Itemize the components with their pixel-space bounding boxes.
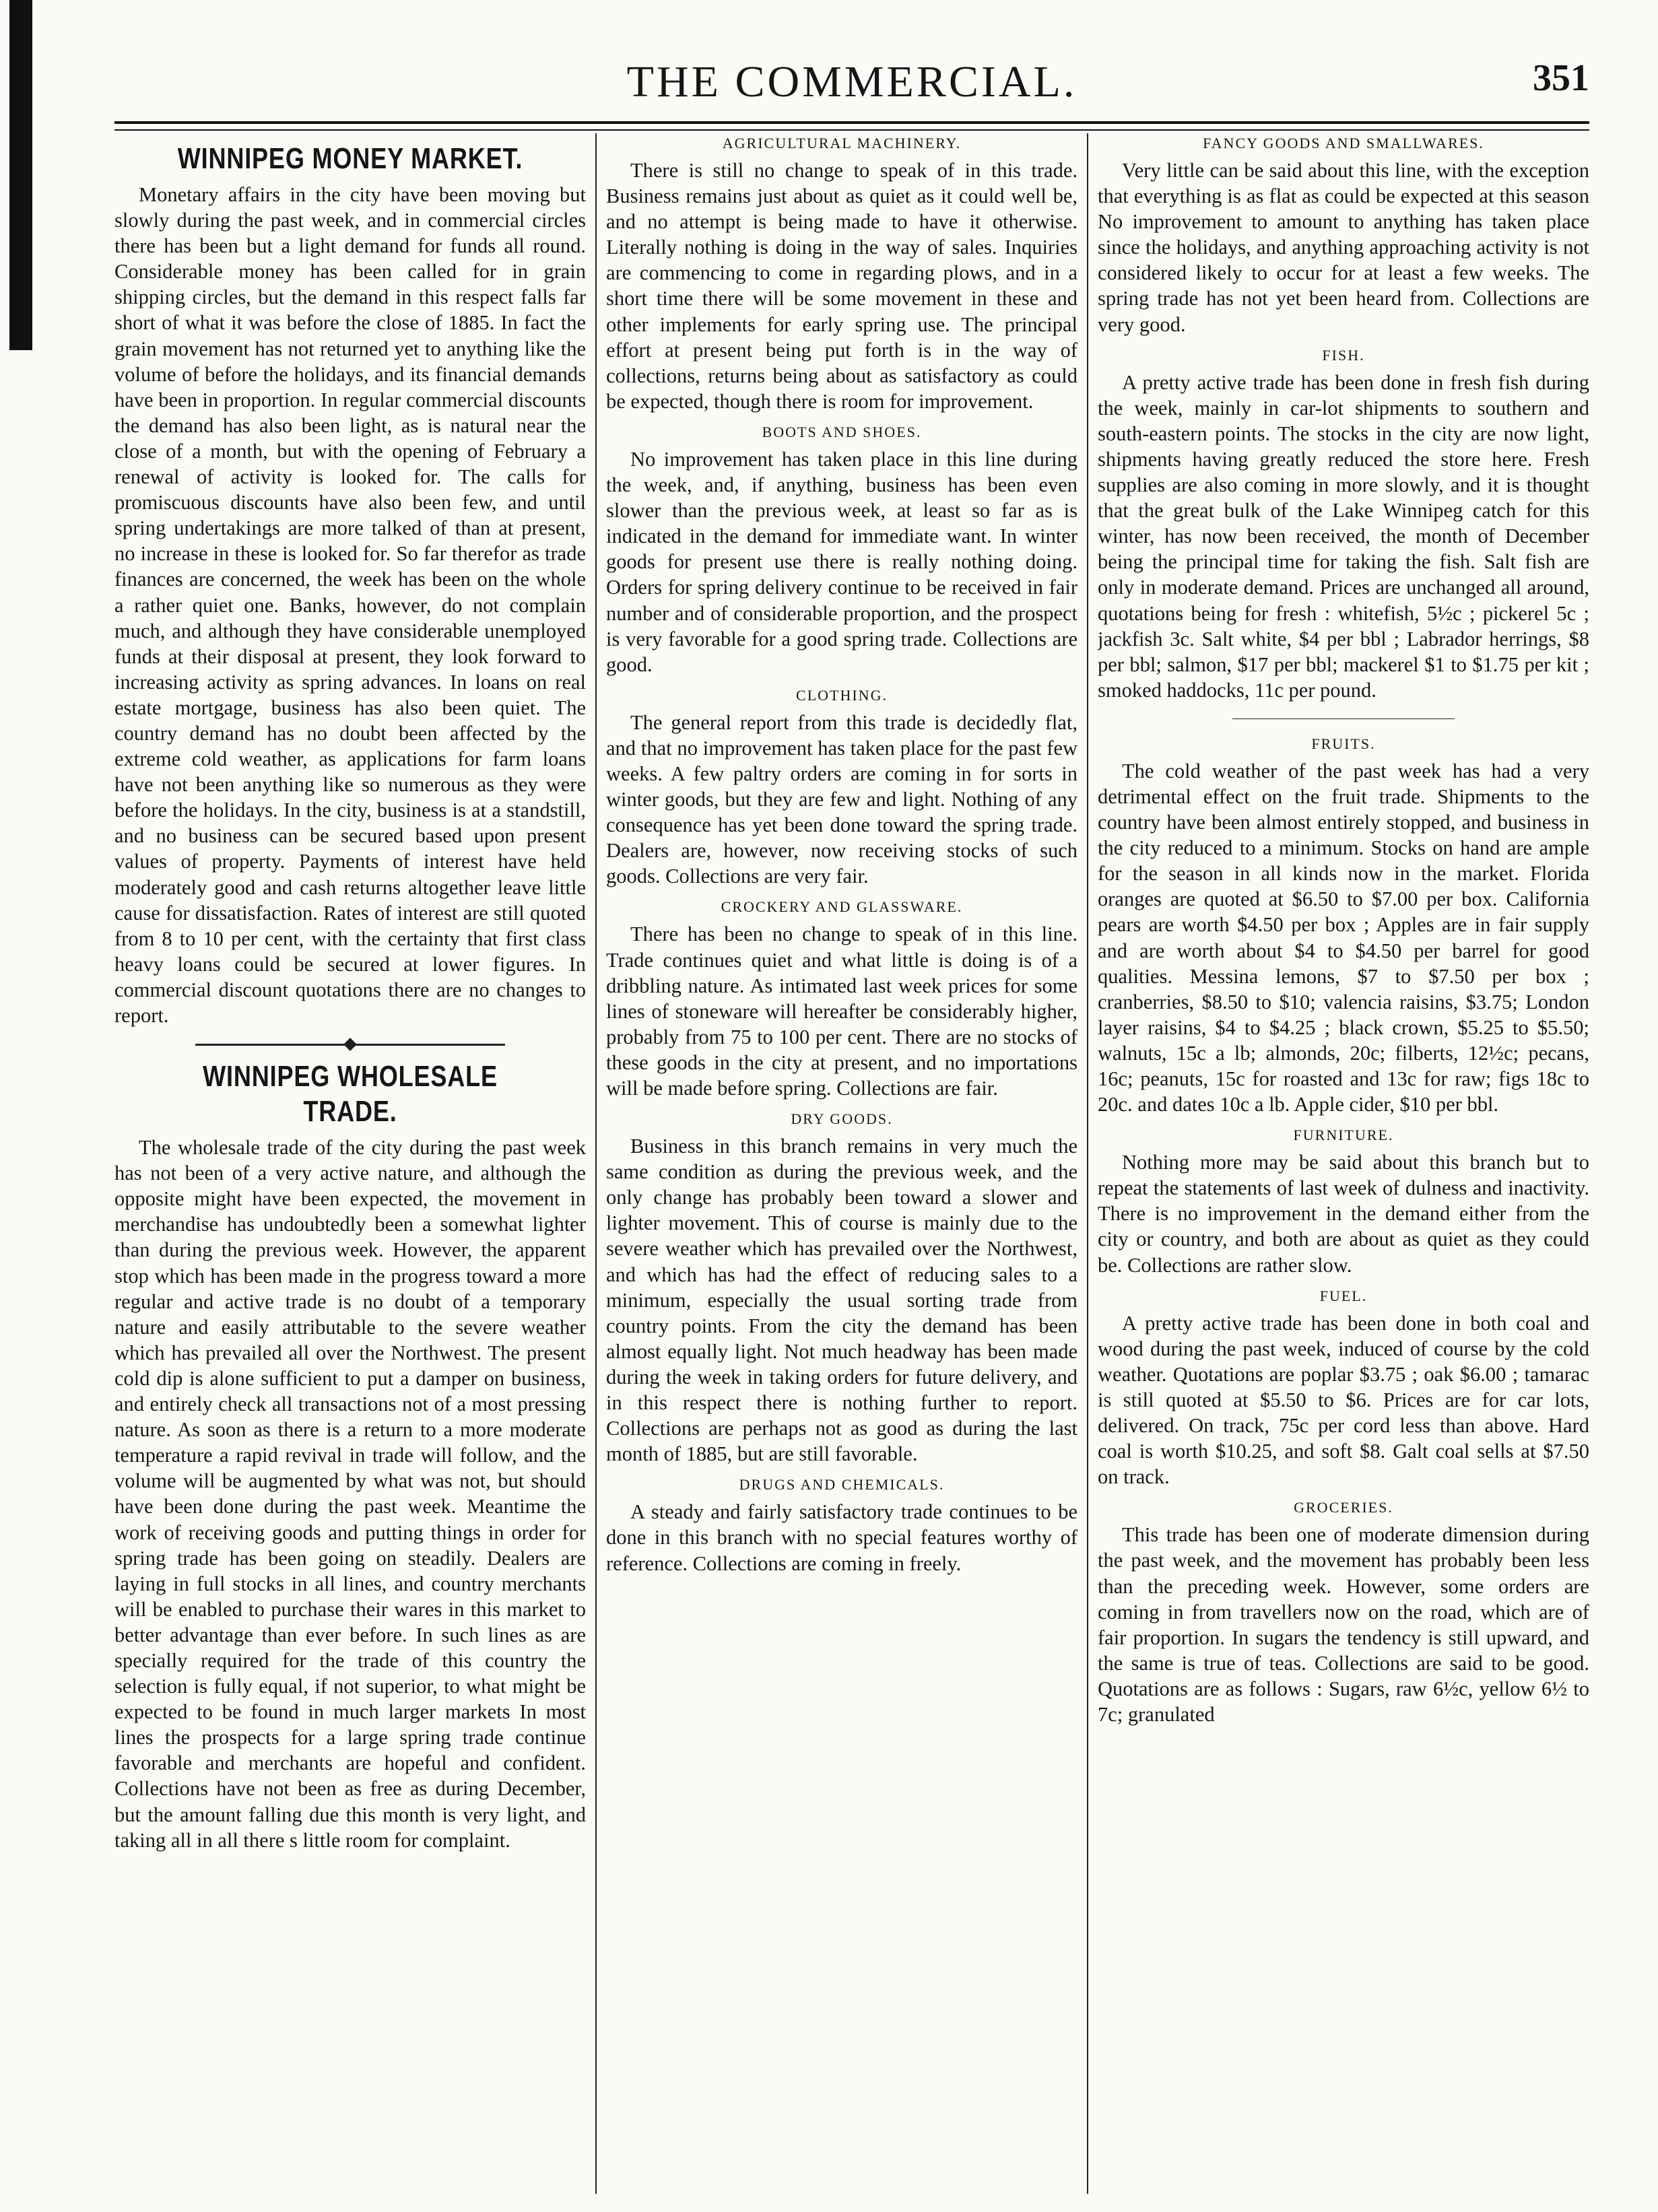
fish-heading: FISH. — [1322, 346, 1365, 364]
header-rule — [114, 121, 1589, 131]
fancy-goods-text: Very little can be said about this line, with the exception that everything is as flat as could be expected at this season No improvement to amount to anything has taken place since the holidays, and anything approaching activity is not considered likely to occur for at least a few weeks. The spring trade has not yet been heard from. Collections are very good. — [1098, 159, 1589, 336]
column-1 — [114, 133, 586, 2194]
section-separator — [1098, 712, 1589, 726]
crockery-glassware-heading: CROCKERY AND GLASSWARE. — [721, 898, 963, 916]
dry-goods-heading: DRY GOODS. — [791, 1110, 893, 1128]
fuel-text: A pretty active trade has been done in both coal and wood during the past week, induced of course by the cold weather. Quotations are poplar $3.75 ; oak $6.00 ; tamarac is still quoted at $5.50 to $6. Prices are for car lots, delivered. On track, 75c per cord less than above. Hard coal is worth $10.25, and soft $8. Galt coal sells at $7.50 on track. — [1098, 1311, 1589, 1489]
groceries-heading: GROCERIES. — [1294, 1499, 1393, 1516]
agricultural-machinery-text: There is still no change to speak of in this trade. Business remains just about as quiet as it could well be, and no attempt is being made to have it otherwise. Literally nothing is doing in the way of sales. Inquiries are commencing to come in regarding plows, and in a short time there will be some movement in these and other implements for early spring use. The principal effort at present being put forth is in the way of collections, returns being about as satisfactory as could be expected, though there is room for improvement. — [606, 159, 1077, 413]
column-3 — [1098, 133, 1589, 2194]
column-divider — [595, 133, 597, 2194]
drugs-chemicals-text: A steady and fairly satisfactory trade continues to be done in this branch with no special features worthy of reference. Collections are coming in freely. — [606, 1500, 1077, 1575]
fish-text: A pretty active trade has been done in fresh fish during the week, mainly in car-lot shipments to southern and south-eastern points. The stocks in the city are now light, shipments having greatly reduced the store here. Fresh supplies are also coming in more slowly, and it is thought that the great bulk of the Lake Winnipeg catch for this winter, has now been received, the month of December being the principal time for taking the fish. Salt fish are only in moderate demand. Prices are unchanged all around, quotations being for fresh : whitefish, 5½c ; pickerel 5c ; jackfish 3c. Salt white, $4 per bbl ; Labrador herrings, $8 per bbl; salmon, $17 per bbl; mackerel $1 to $1.75 per kit ; smoked haddocks, 11c per pound. — [1098, 370, 1589, 702]
wholesale-trade-intro: The wholesale trade of the city during the past week has not been of a very active nature, and although the opposite might have been expected, the movement in merchandise has undoubtedly been a somewhat lighter than during the previous week. However, the apparent stop which has been made in the progress toward a more regular and active trade is no doubt of a temporary nature and easily attributable to the severe weather which has prevailed all over the Northwest. The present cold dip is alone sufficient to put a damper on business, and entirely check all transactions not of a most pressing nature. As soon as there is a return to a more moderate temperature a rapid revival in trade will follow, and the volume will be augmented by what was not, but should have been done during the past week. Meantime the work of receiving goods and putting things in order for spring trade has been going on steadily. Dealers are laying in full stocks in all lines, and country merchants will be enabled to purchase their wares in this market to better advantage than ever before. In such lines as are specially required for the trade of this country the selection is fully equal, if not superior, to what might be expected to be found in much larger markets In most lines the prospects for a large spring trade continue favorable and merchants are hopeful and confident. Collections have not been as free as during December, but the amount falling due this month is very light, and taking all in all there s little room for complaint. — [114, 1136, 586, 1852]
column-2 — [606, 133, 1077, 2194]
clothing-text: The general report from this trade is decidedly flat, and that no improvement has taken place for the past few weeks. A few paltry orders are coming in for sorts in winter goods, but they are few and light. Nothing of any consequence has yet been done toward the spring trade. Dealers are, however, now receiving stocks of such goods. Collections are very fair. — [606, 710, 1077, 888]
furniture-text: Nothing more may be said about this branch but to repeat the statements of last week of dulness and inactivity. There is no improvement in the demand either from the city or country, and both are about as quiet as they could be. Collections are rather slow. — [1098, 1151, 1589, 1277]
fuel-heading: FUEL. — [1319, 1287, 1368, 1304]
furniture-heading: FURNITURE. — [1293, 1127, 1394, 1144]
article-separator — [114, 1038, 586, 1051]
separator-diamond — [343, 1038, 357, 1051]
page-header — [114, 47, 1589, 121]
fruits-text: The cold weather of the past week has had a very detrimental effect on the fruit trade. Shipments to the country have been almost entirely stopped, and business in the city reduced to a minimum. Stocks on hand are ample for the season in all kinds now in the market. Florida oranges are quoted at $6.50 to $7.00 per box. California pears are worth $4.50 per box ; Apples are in fair supply and are worth about $4 to $4.50 per barrel for good qualities. Messina lemons, $7 to $7.50 per box ; cranberries, $8.50 to $10; valencia raisins, $3.75; London layer raisins, $4 to $4.25 ; black crown, $5.25 to $5.50; walnuts, 15c a lb; almonds, 20c; filberts, 12½c; pecans, 16c; peanuts, 15c for roasted and 13c for raw; figs 18c to 20c. and dates 10c a lb. Apple cider, $10 per bbl. — [1098, 759, 1589, 1116]
clothing-heading: CLOTHING. — [796, 686, 888, 704]
money-market-article: Monetary affairs in the city have been moving but slowly during the past week, and in commercial circles there has been but a light demand for funds all round. Considerable money has been called for in grain shipping circles, but the demand in this respect falls far short of what it was before the close of 1885. In fact the grain movement has not returned yet to anything like the volume of before the holidays, and its financial demands have been in proportion. In regular commercial discounts the demand has also been light, as is natural near the close of a month, but with the opening of February a renewal of activity is looked for. The calls for promiscuous discounts have also been few, and until spring undertakings are more talked of than at present, no increase in these is looked for. So far therefor as trade finances are concerned, the week has been on the whole a rather quiet one. Banks, however, do not complain much, and although they have considerable unemployed funds at their disposal at present, they look forward to increasing activity as spring advances. In loans on real estate mortgage, business has also been quiet. The country demand has no doubt been affected by the extreme cold weather, as applications for farm loans have not been anything like so numerous as they were before the holidays. In the city, business is at a standstill, and no business can be secured based upon present values of property. Payments of interest have held moderately good and cash returns altogether leave little cause for dissatisfaction. Rates of interest are still quoted from 8 to 10 per cent, with the certainty that first class heavy loans could be secured at lower figures. In commercial discount quotations there are no changes to report. — [114, 183, 586, 1027]
crockery-glassware-text: There has been no change to speak of in this line. Trade continues quiet and what little is doing is of a dribbling nature. As intimated last week prices for some lines of stoneware will hereafter be considerably higher, probably from 75 to 100 per cent. There are no stocks of these goods in the city at present, and no importations will be made before spring. Collections are fair. — [606, 923, 1077, 1100]
page-title: THE COMMERCIAL. — [626, 57, 1077, 106]
column-divider — [1087, 133, 1088, 2194]
groceries-text: This trade has been one of moderate dimension during the past week, and the movement has probably been less than the preceding week. However, some orders are coming in from travellers now on the road, which are of fair proportion. In sugars the tendency is still upward, and the same is true of teas. Collections are said to be good. Quotations are as follows : Sugars, raw 6½c, yellow 6½ to 7c; granulated — [1098, 1523, 1589, 1726]
wholesale-trade-heading: WINNIPEG WHOLESALE TRADE. — [203, 1060, 498, 1129]
boots-shoes-text: No improvement has taken place in this line during the week, and, if anything, business has been even slower than the previous week, at least so far as is indicated in the demand for immediate want. In winter goods for present use there is really nothing doing. Orders for spring delivery continue to be received in fair number and of considerable proportion, and the prospect is very favorable for a good spring trade. Collections are good. — [606, 447, 1077, 676]
dry-goods-text: Business in this branch remains in very much the same condition as during the previous week, and the only change has probably been toward a slower and lighter movement. This of course is mainly due to the severe weather which has prevailed over the Northwest, and which has had the effect of reducing sales to a minimum, especially the usual sorting trade from country points. From the city the demand has been almost equally light. Not much headway has been made during the week in taking orders for future delivery, and in this respect there is nothing further to report. Collections are perhaps not as good as during the last month of 1885, but are still favorable. — [606, 1135, 1077, 1466]
separator-line — [1232, 718, 1455, 719]
binding-edge-mark — [9, 0, 32, 350]
agricultural-machinery-heading: AGRICULTURAL MACHINERY. — [722, 135, 962, 152]
money-market-heading: WINNIPEG MONEY MARKET. — [177, 142, 523, 175]
drugs-chemicals-heading: DRUGS AND CHEMICALS. — [739, 1476, 945, 1494]
fruits-heading: FRUITS. — [1311, 735, 1376, 752]
boots-shoes-heading: BOOTS AND SHOES. — [762, 423, 922, 440]
page-number: 351 — [1533, 57, 1589, 99]
fancy-goods-heading: FANCY GOODS AND SMALLWARES. — [1203, 135, 1484, 152]
